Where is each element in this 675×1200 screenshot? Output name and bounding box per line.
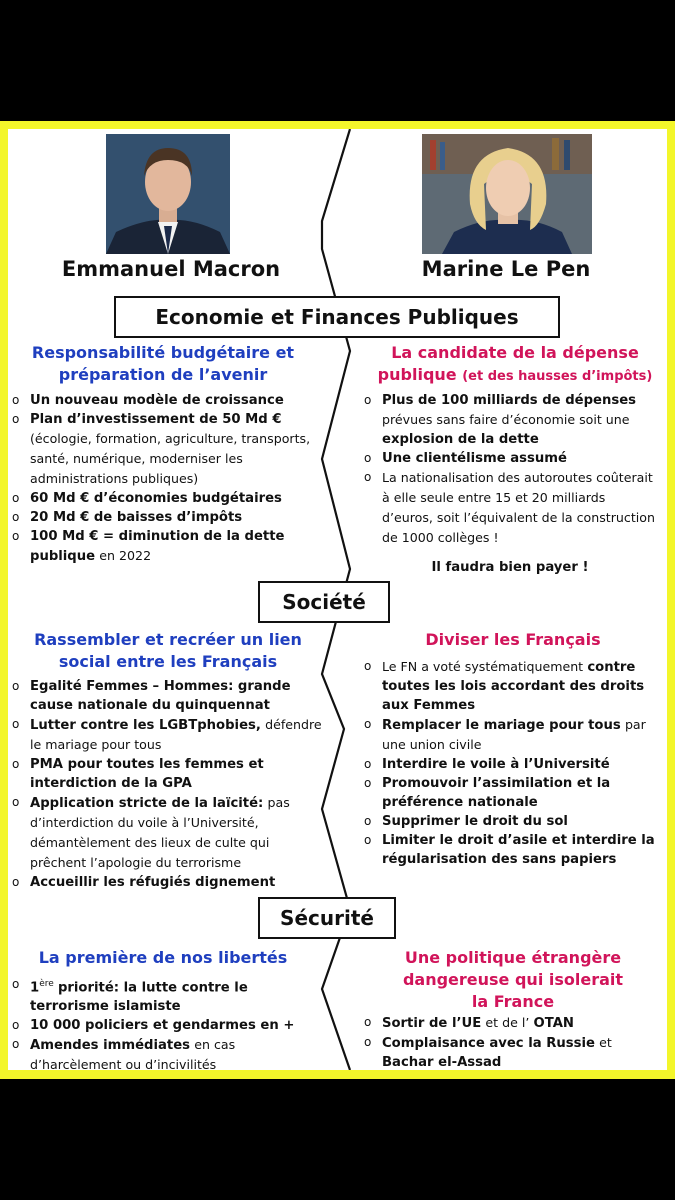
item-bold-text: explosion de la dette — [382, 432, 539, 447]
item-bold-text: OTAN — [533, 1016, 574, 1031]
item-text: et — [599, 1035, 612, 1050]
list-item — [8, 489, 326, 508]
list-item — [360, 715, 660, 755]
poster-frame — [0, 121, 675, 1079]
list-item — [8, 1035, 328, 1070]
item-bold-text: Une clientélisme assumé — [382, 451, 567, 466]
security-right-heading: Une politique étrangère dangereuse qui isolerait la France — [402, 948, 624, 1011]
list-item — [360, 1033, 660, 1070]
item-bold-text: 20 Md € de baisses d’impôts — [30, 510, 243, 525]
item-bold-text: 100 Md € = diminution de la dette publique — [30, 529, 285, 564]
item-text: Le FN a voté systématiquement — [382, 659, 584, 674]
item-bold-text: Promouvoir l’assimilation et la préférence nationale — [382, 776, 611, 810]
item-text: (écologie, formation, agriculture, transports, santé, numérique, moderniser les administrations publiques) — [30, 431, 311, 486]
list-item — [360, 468, 660, 548]
economy-right-conclusion: Il faudra bien payer ! — [431, 560, 589, 575]
list-item — [8, 410, 326, 489]
society-left-list — [8, 677, 328, 892]
list-item — [360, 1013, 660, 1033]
item-bold-text: Bachar el-Assad — [382, 1055, 502, 1070]
economy-left-heading: Responsabilité budgétaire et préparation de l’avenir — [31, 343, 295, 384]
list-item — [8, 755, 328, 793]
item-text: pas d’interdiction du voile à l’Université, démantèlement des lieux de culte qui prêchent l’apologie du terrorisme — [30, 795, 290, 870]
item-text: La nationalisation des autoroutes coûterait à elle seule entre 15 et 20 milliards d’euros, soit l’équivalent de la construction de 1000 collèges ! — [382, 470, 655, 545]
item-text: en 2022 — [99, 548, 152, 563]
list-item — [8, 1016, 328, 1035]
list-item — [360, 449, 660, 468]
section-title-society: Société — [258, 581, 390, 623]
list-item — [8, 677, 328, 715]
item-bold-text: Amendes immédiates — [30, 1038, 191, 1054]
item-text: par une union civile — [382, 717, 646, 752]
security-right-list — [360, 1013, 660, 1070]
item-bold-text: Interdire le voile à l’Université — [382, 757, 610, 772]
item-bold-text: Plus de 100 milliards de dépenses — [382, 393, 636, 408]
le-pen-photo — [422, 134, 592, 254]
item-bold-text: Lutter contre les LGBTphobies, — [30, 718, 261, 733]
item-bold-text: 1 — [30, 980, 40, 996]
economy-right-heading: La candidate de la dépense publique (et des hausses d’impôts) — [377, 343, 653, 384]
item-text: en cas d’harcèlement ou d’incivilités — [30, 1037, 236, 1070]
item-bold-text: contre toutes les lois accordant des droits aux Femmes — [382, 660, 645, 713]
superscript: ère — [39, 979, 54, 989]
list-item — [360, 831, 660, 869]
left-candidate-name: Emmanuel Macron — [61, 257, 281, 281]
list-item — [360, 812, 660, 831]
economy-left-list — [8, 391, 326, 566]
item-bold-text: Limiter le droit d’asile et interdire la régularisation des sans papiers — [382, 833, 655, 867]
item-bold-text: priorité: la lutte contre le terrorisme islamiste — [30, 980, 248, 1015]
poster — [8, 129, 667, 1070]
item-bold-text: 10 000 policiers et gendarmes en + — [30, 1018, 295, 1034]
society-left-heading: Rassembler et recréer un lien social entre les Français — [34, 630, 302, 671]
list-item — [8, 793, 328, 873]
item-text: et de l’ — [485, 1015, 530, 1030]
item-bold-text: PMA pour toutes les femmes et interdiction de la GPA — [30, 757, 264, 791]
item-text: prévues sans faire d’économie soit une — [382, 412, 630, 427]
item-bold-text: Complaisance avec la Russie — [382, 1036, 595, 1051]
item-bold-text: 60 Md € d’économies budgétaires — [30, 491, 282, 506]
macron-photo — [106, 134, 230, 254]
item-bold-text: Application stricte de la laïcité: — [30, 796, 264, 811]
item-bold-text: Sortir de l’UE — [382, 1016, 482, 1031]
security-left-heading: La première de nos libertés — [38, 948, 288, 967]
economy-right-list — [360, 391, 660, 548]
list-item — [8, 975, 328, 1016]
list-item — [8, 873, 328, 892]
item-bold-text: Supprimer le droit du sol — [382, 814, 568, 829]
section-title-security: Sécurité — [258, 897, 396, 939]
item-bold-text: Remplacer le mariage pour tous — [382, 718, 621, 733]
list-item — [360, 774, 660, 812]
list-item — [360, 391, 660, 449]
list-item — [360, 657, 660, 715]
list-item — [8, 391, 326, 410]
right-candidate-name: Marine Le Pen — [421, 257, 591, 281]
item-bold-text: Accueillir les réfugiés dignement — [30, 875, 276, 890]
list-item — [8, 715, 328, 755]
society-right-heading: Diviser les Français — [425, 630, 601, 649]
security-left-list — [8, 975, 328, 1070]
list-item — [8, 527, 326, 566]
item-bold-text: Un nouveau modèle de croissance — [30, 393, 284, 408]
item-bold-text: Plan d’investissement de 50 Md € — [30, 412, 282, 427]
society-right-list — [360, 657, 660, 869]
item-bold-text: Egalité Femmes – Hommes: grande cause nationale du quinquennat — [30, 679, 291, 713]
list-item — [8, 508, 326, 527]
section-title-economy: Economie et Finances Publiques — [114, 296, 560, 338]
item-text: défendre le mariage pour tous — [30, 717, 322, 752]
list-item — [360, 755, 660, 774]
